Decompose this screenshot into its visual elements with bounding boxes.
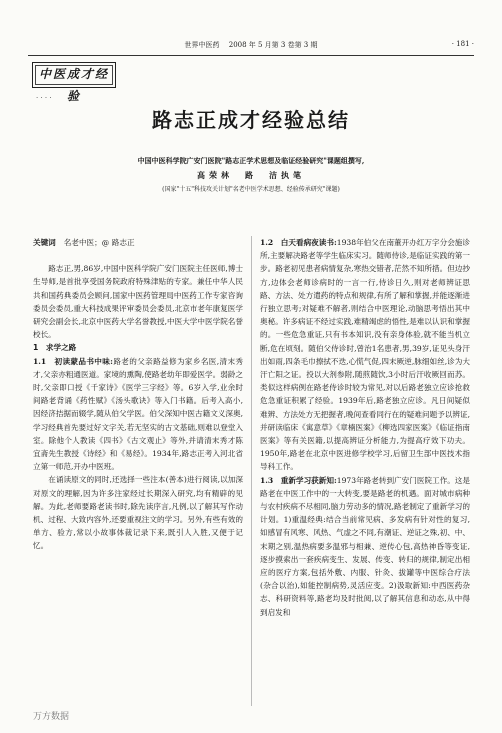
left-column bbox=[33, 236, 243, 553]
section-1-1 bbox=[33, 355, 243, 474]
section-heading-1: 1 求学之路 bbox=[33, 343, 77, 353]
section-1-3 bbox=[260, 474, 470, 619]
journal-issue: 2008 年 5 月第 3 卷第 3 期 bbox=[228, 41, 318, 49]
paragraph-reading-notes: 在诵读原文的同时,还选择一些注本(善本)进行阅读,以加深对原文的理解,因为许多注家经过长期深入研究,均有精辟的见解。为此,老师要路老读书时,除先读序言,凡例,以了解其写作动机、过程、大致内容外,还要重视注文的学习。另外,有些有效的单方、验方,常以小故事体裁记录下来,既引人入胜,又便于记忆。 bbox=[33, 475, 243, 551]
column-tag-label: 中医成才经验 bbox=[38, 67, 109, 103]
keywords-label: 关键词 bbox=[33, 238, 56, 247]
keywords: 名老中医；@ 路志正 bbox=[63, 238, 135, 247]
watermark: 万方数据 bbox=[33, 712, 70, 722]
keywords-line bbox=[33, 236, 243, 249]
column-divider bbox=[251, 236, 252, 706]
header-rule bbox=[28, 55, 474, 56]
page-number: · 181 · bbox=[451, 40, 474, 48]
section-1-3-title: 1.3 重新学习获新知: bbox=[260, 475, 337, 485]
journal-info bbox=[28, 40, 474, 50]
section-1-2-text: 1938年伯父在南董开办红万字分会施诊所,主要解决路老等学生临床实习。随师侍诊,是临证实践的第一步。路老初见患者病情复杂,寒热交错者,茫然不知所措。但边抄方,边体会老师诊病时的一言一行,侍诊日久,则对老师辨证思路、方法、处方遣药的特点和规律,有所了解和掌握,并能逐渐进行独立思考;对疑难不解者,则结合中医理论,动脑思考悟出其中奥秘。许多病证不经过实践,难精竭虑的悟性,是难以认识和掌握的。一些危急重证,只有书本知识,没有亲身体验,就不能当机立断,危在顷刻。随伯父侍诊时,曾治1名患者,男,39岁,证见头身汗出如雨,四条毛巾擦拭不迭,心慌气促,四末厥逆,脉细如丝,诊为大汗亡阳之证。投以大剂参附,随煎随饮,3小时后汗收厥回而苏。类似这样病例在路老侍诊时较为常见,对以后路老独立应诊抢救危急重证积累了经验。1939年后,路老独立应诊。凡日间疑似难辨、方法处方无把握者,晚间查看同行在的疑难问题予以辨证,并研读临床《寓意草》《章楠医案》《柳选四家医案》《临证指南医案》等有关医籍,以提高辨证分析能力,为提高疗效下功夫。1950年,路老在北京中医进修学校学习,后留卫生部中医技术指导科工作。 bbox=[260, 238, 470, 472]
section-1-1-title: 1.1 初读蒙品书中味: bbox=[33, 356, 113, 366]
section-1-2 bbox=[260, 236, 470, 474]
ornament-dots: · · · · bbox=[36, 94, 52, 102]
affiliation: 中国中医科学院广安门医院"路志正学术思想及临证经验研究"课题组撰写, bbox=[137, 156, 365, 165]
article-title: 路志正成才经验总结 bbox=[152, 108, 350, 132]
section-1-3-text: 1973年路老转到广安门医院工作。这是路老在中医工作中的一大转变,要是路老的机遇。面对城市病种与农村疾病不尽相同,脑力劳动多的情况,路老制定了重新学习的计划。1)重温经典:结合当前常见病、多发病有针对性的复习,如感冒有风寒、风热、气虚之不同,有潮证、逆证之殊,初、中、末期之别,温热病要多温邪与相兼、逆传心包,高热神昏等变证,逐步摸索出一套疾病变生、发展、传变、转归的规律,制定出相应的医疗方案,包括外敷、内服、针灸、拔罐等中医综合疗法(杂合以治),如能控制病势,灵活应变。2)汲取新知:中西医药杂志、科研资料等,路老均及时批阅,以了解其信息和动态,从中得到启发和 bbox=[260, 475, 470, 617]
right-column bbox=[260, 236, 470, 619]
authors: 高荣林 路 洁执笔 bbox=[197, 170, 305, 180]
column-tag bbox=[32, 62, 116, 103]
journal-name: 世界中医药 bbox=[184, 41, 220, 49]
section-1-2-title: 1.2 白天看病夜读书: bbox=[260, 238, 337, 247]
section-1-1-text: 路老的父亲路益修为家乡名医,清末秀才,父亲亦粗通医道。家境的熏陶,使路老幼年即爱医学。弱龄之时,父亲即口授《千家诗》《医学三字经》等。6岁入学,业余时间路老背诵《药性赋》《汤头歌诀》等入门书籍。后考入高小,因经济拮据而辍学,随从伯父学医。伯父深知中医古籍文义深奥,学习经典首先要过好文字关,若无坚实的古文基础,则难以登堂入室。除他个人教读《四书》《古文观止》等外,并请清末秀才陈宜斋先生教授《诗经》和《易经》。1934年,路志正考入河北省立第一师范,开办中医班。 bbox=[33, 356, 244, 472]
fund-note: (国家"十五"科技攻关计划"名老中医学术思想、经验传承研究"课题) bbox=[162, 186, 340, 193]
running-header bbox=[28, 40, 474, 48]
intro-paragraph: 路志正,男,86岁,中国中医科学院广安门医院主任医师,博士生导师,是首批享受国务院政府特殊津贴的专家。兼任中华人民共和国药典委员会顾问,国家中医药管理局中医药工作专家咨询委员会委员,重大科技成果评审委员会委员,北京市老年康复医学研究会副会长,北京中医药大学名誉教授,中医大学中医学院名誉校长。 bbox=[33, 264, 243, 340]
